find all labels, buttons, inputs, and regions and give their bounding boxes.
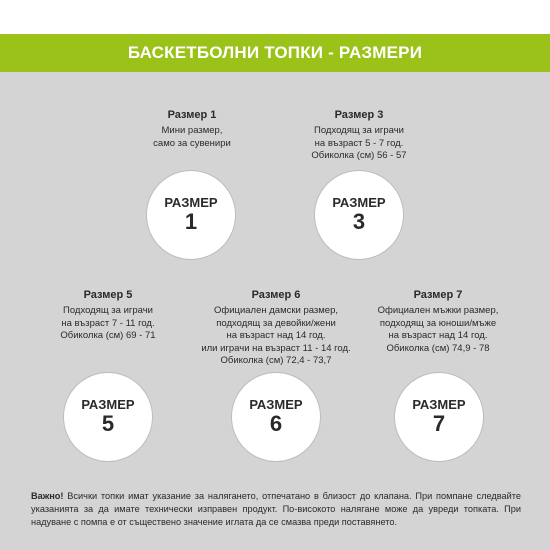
size-7-ball <box>394 372 484 462</box>
size-5-line: Обиколка (см) 69 - 71 <box>60 330 156 341</box>
size-3-line: Подходящ за играчи <box>314 125 404 136</box>
size-6-ball-number: 6 <box>269 411 283 436</box>
size-1-line: Мини размер, <box>161 125 223 136</box>
size-3-ball-number: 3 <box>352 209 366 234</box>
size-1-ball <box>146 170 236 260</box>
size-7-line: Официален мъжки размер, <box>377 305 499 316</box>
size-6-line: Обиколка (см) 72,4 - 73,7 <box>220 355 332 366</box>
size-3-line: Обиколка (см) 56 - 57 <box>311 150 407 161</box>
title-banner <box>0 34 550 72</box>
size-6-ball-word: РАЗМЕР <box>249 397 303 412</box>
size-7-ball-number: 7 <box>432 411 446 436</box>
note-text: Всички топки имат указание за налягането, отпечатано в близост до клапана. При помпане следвайте указанията за да имате технически изправен продукт. По-високото налягане може да увреди топката. При надуване с помпа е от съществено значение иглата да се смазва преди поставянето. <box>31 491 521 527</box>
size-5-ball-word: РАЗМЕР <box>81 397 135 412</box>
size-7-name: Размер 7 <box>413 289 463 301</box>
page-title: БАСКЕТБОЛНИ ТОПКИ - РАЗМЕРИ <box>127 43 423 62</box>
size-5-ball-number: 5 <box>101 411 115 436</box>
top-margin <box>0 0 550 34</box>
size-1-name: Размер 1 <box>167 109 217 121</box>
size-6-line: Официален дамски размер, <box>213 305 339 316</box>
size-5-line: на възраст 7 - 11 год. <box>61 317 155 329</box>
size-7-line: на възраст над 14 год. <box>388 330 488 341</box>
size-6-line: подходящ за девойки/жени <box>216 317 336 329</box>
size-1-line: само за сувенири <box>153 137 231 149</box>
size-7-line: Обиколка (см) 74,9 - 78 <box>386 342 490 354</box>
size-7-line: подходящ за юноши/мъже <box>379 317 497 329</box>
size-5-line: Подходящ за играчи <box>63 305 153 316</box>
size-6-ball <box>231 372 321 462</box>
size-3-info <box>259 108 459 163</box>
size-5-ball <box>63 372 153 462</box>
size-7-ball-word: РАЗМЕР <box>412 397 466 412</box>
size-6-line: или играчи на възраст 11 - 14 год. <box>201 342 351 354</box>
size-7-info <box>338 288 538 355</box>
size-6-line: на възраст над 14 год. <box>226 330 326 341</box>
size-1-ball-word: РАЗМЕР <box>164 195 218 210</box>
size-3-name: Размер 3 <box>334 109 384 121</box>
size-3-line: на възраст 5 - 7 год. <box>314 137 404 149</box>
size-5-name: Размер 5 <box>83 289 133 301</box>
size-3-ball <box>314 170 404 260</box>
size-1-ball-number: 1 <box>184 209 198 234</box>
important-note <box>31 490 521 529</box>
size-6-name: Размер 6 <box>251 289 301 301</box>
note-label: Важно! <box>31 491 64 501</box>
size-3-ball-word: РАЗМЕР <box>332 195 386 210</box>
